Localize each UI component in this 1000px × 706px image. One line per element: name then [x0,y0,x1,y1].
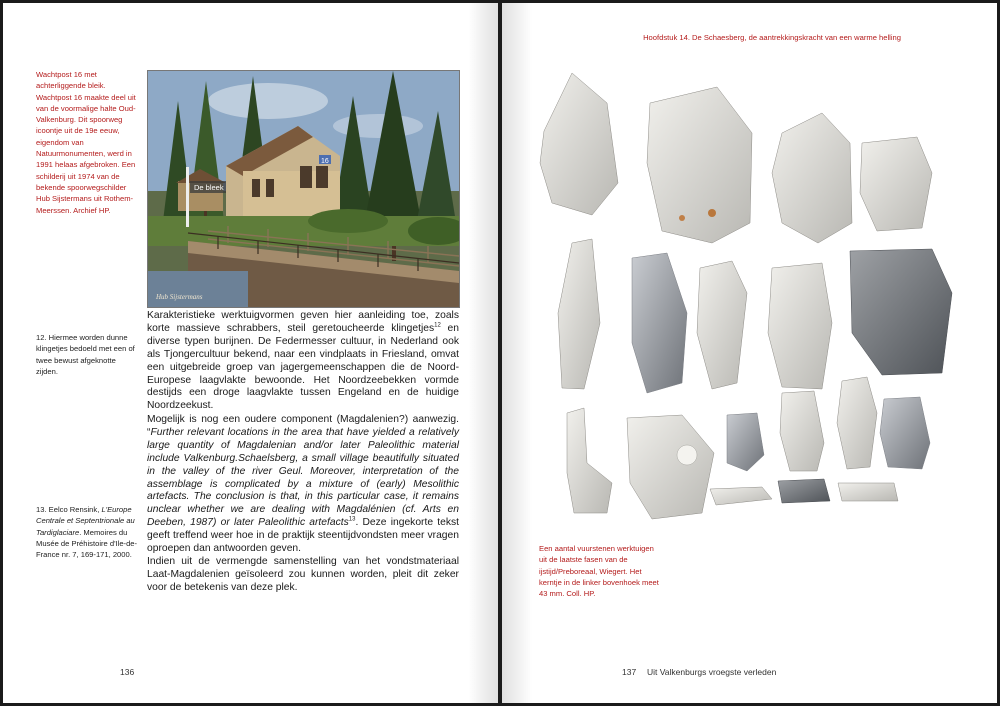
painting-signature: Hub Sijstermans [156,293,203,301]
para1-text-b: en diverse typen burijnen. De Federmesser cultuur, in Nederland ook als Tjongercultuur bekend, naar een vindplaats in Friesland, omvat een uitgebreide groep van jagergemeenschappen die de Noord-Europese laagvlakte bewoonde. Het Noordzeebekken vormde destijds een droge laagvlakte tussen Engeland en de huidige Noordzeekust. [147,322,459,412]
footnote-12: 12. Hiermee worden dunne klingetjes bedoeld met een of twee bewust afgeknotte zijden. [36,333,135,376]
para2-text-b: . Deze ingekorte tekst geeft treffend weer hoe in de praktijk steentijdvondsten meer vragen oproepen dan antwoorden geven. [147,517,459,555]
painting-label: De bleek [194,183,224,192]
gutter-shadow [468,3,498,703]
running-head: Hoofdstuk 14. De Schaesberg, de aantrekkingskracht van een warme helling [643,33,901,42]
left-page [3,3,498,703]
footer-book-title: Uit Valkenburgs vroegste verleden [647,667,777,677]
painting-caption: Wachtpost 16 met achterliggende bleik. Wachtpost 16 maakte deel uit van de voormalige halte Oud-Valkenburg. Dit spoorweg icoontje uit de 19e eeuw, eigendom van Natuurmonumenten, werd in 1991 helaas afgebroken. Een schilderij uit 1974 van de bekende spoorwegschilder Hub Sijstermans uit Rothem-Meerssen. Archief HP. [36,70,136,215]
footnote-13-suffix: . Memoires du Musée de Préhistoire d'Ile-de-France nr. 7, 169-171, 2000. [36,527,138,560]
painting-sign-number: 16 [321,158,329,165]
para2-text-a: Mogelijk is nog een oudere component (Magdalenien?) aanwezig. “ [147,414,459,438]
flints-caption: Een aantal vuurstenen werktuigen uit de laatste fasen van de ijstijd/Preboreaal, Wiegert. Het kerntje in de linker bovenhoek meet 43 mm. Coll. HP. [539,544,659,599]
flint-tools-svg [532,63,977,533]
flint-tools-photo [532,63,977,533]
page-number-right: 137 [622,667,637,677]
footnote-13-prefix: 13. Eelco Rensink, [36,505,102,514]
para1-text-a: Karakteristieke werktuigvormen geven hier aanleiding toe, zoals korte massieve schrabbers, steil geretoucheerde klingetjes [147,310,459,334]
painting-image [147,70,460,308]
para2-footnote-ref: 13 [348,516,356,523]
footnote-13-title: L'Europe Centrale et Septentrionale au Tardiglaciare [36,505,135,537]
para1-footnote-ref: 12 [434,322,441,329]
body-paragraph-1 [147,310,459,413]
right-page [502,3,997,703]
body-paragraph-2 [147,414,459,595]
gutter-shadow [502,3,532,703]
body-paragraph-3: Indien uit de vermengde samenstelling van het vondstmateriaal Laat-Magdalenien geïsoleerd zou kunnen worden, pleit dit zeker voor de betekenis van deze plek. [147,555,459,593]
para2-quote: Further relevant locations in the area that have yielded a relatively large quantity of Magdalenian and/or later Paleolithic material include Valkenburg.Schaelsberg, a small village beautifully situated in the valley of the river Geul. Moreover, interpretation of the assemblage is complicated by a mixture of (early) Mesolithic artefacts. The conclusion is that, in this particular case, it remains unclear whether we are dealing with Magdalénien (cf. Arts en Deeben, 1987) or later Paleolithic artefacts [147,426,459,529]
footnote-13 [36,504,139,560]
painting-svg [148,71,459,307]
page-number-left: 136 [120,667,135,677]
